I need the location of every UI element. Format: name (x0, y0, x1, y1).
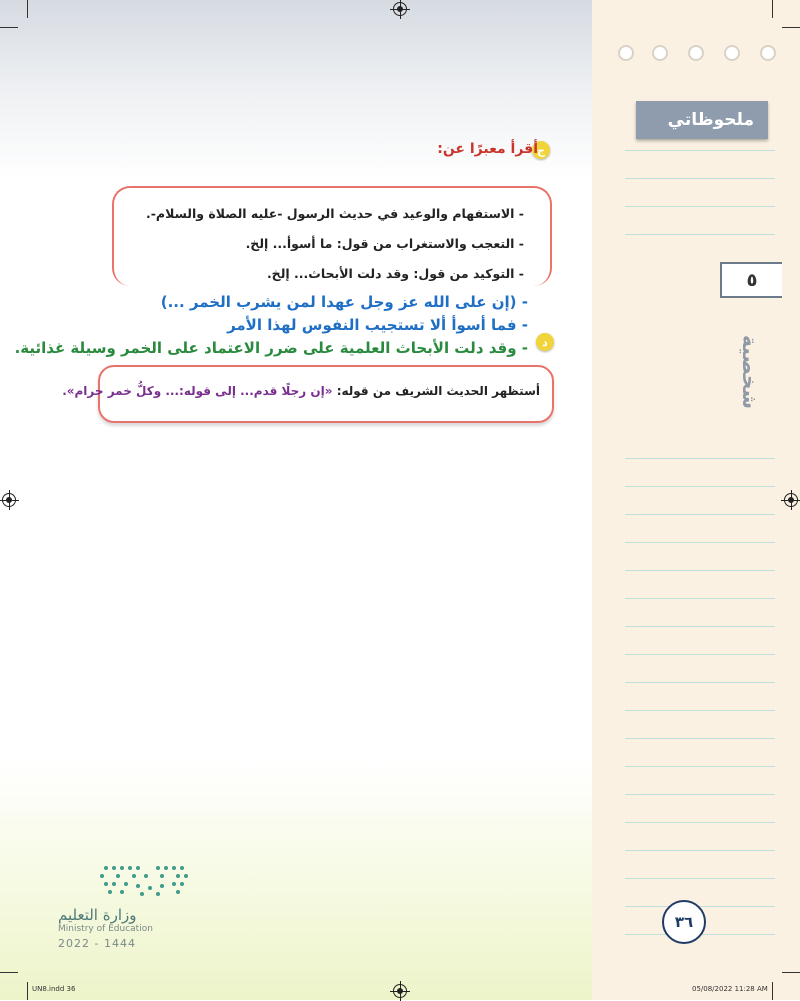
ruled-line (625, 850, 775, 851)
ruled-line (625, 822, 775, 823)
crop-mark (0, 27, 18, 28)
section-d-box (62, 365, 554, 423)
registration-mark-icon (393, 984, 407, 998)
ruled-line (625, 542, 775, 543)
list-item: - التوكيد من قول: وقد دلت الأبحاث... إلخ. (266, 266, 524, 281)
ruled-line (625, 486, 775, 487)
ruled-line (625, 710, 775, 711)
crop-mark (782, 972, 800, 973)
registration-mark-icon (784, 493, 798, 507)
section-c-badge: ج (532, 141, 550, 159)
binder-hole (618, 45, 634, 61)
list-item: - الاستفهام والوعيد في حديث الرسول -عليه الصلاة والسلام-. (146, 206, 524, 221)
file-name: UN8.indd 36 (32, 985, 76, 993)
ruled-line (625, 514, 775, 515)
answer-line: - فما أسوأ ألا تستجيب النفوس لهذا الأمر (227, 316, 528, 334)
binder-hole (652, 45, 668, 61)
hadith-quote: «إن رجلًا قدم... إلى قوله:... وكلُّ خمر حرام». (62, 384, 333, 398)
crop-mark (782, 27, 800, 28)
section-d-instruction: أستظهر الحديث الشريف من قوله: (336, 384, 540, 398)
binder-hole (760, 45, 776, 61)
ruled-line (625, 654, 775, 655)
ministry-name-arabic: وزارة التعليم (58, 906, 137, 924)
ruled-line (625, 206, 775, 207)
section-d-text (62, 384, 540, 398)
ruled-line (625, 738, 775, 739)
lesson-number: ٥ (720, 262, 782, 298)
section-d-badge: د (536, 333, 554, 351)
ruled-line (625, 234, 775, 235)
ruled-line (625, 570, 775, 571)
crop-mark (772, 0, 773, 18)
lesson-title: شخصية (738, 335, 762, 410)
ruled-line (625, 150, 775, 151)
ruled-line (625, 682, 775, 683)
crop-mark (27, 982, 28, 1000)
ministry-name-english: Ministry of Education (58, 924, 153, 934)
section-c-box (112, 186, 552, 286)
ruled-line (625, 626, 775, 627)
answer-line: - وقد دلت الأبحاث العلمية على ضرر الاعتماد على الخمر وسيلة غذائية. (14, 339, 528, 357)
ruled-line (625, 878, 775, 879)
ruled-line (625, 458, 775, 459)
crop-mark (772, 982, 773, 1000)
notes-header: ملحوظاتي (636, 101, 768, 139)
answer-line: - (إن على الله عز وجل عهدا لمن يشرب الخمر ...) (160, 293, 528, 311)
ruled-line (625, 794, 775, 795)
ministry-year: 2022 - 1444 (58, 937, 136, 950)
section-c-instruction: أقرأ معبرًا عن: (437, 141, 538, 157)
ruled-line (625, 766, 775, 767)
ruled-line (625, 178, 775, 179)
registration-mark-icon (2, 493, 16, 507)
registration-mark-icon (393, 2, 407, 16)
binder-hole (724, 45, 740, 61)
crop-mark (27, 0, 28, 18)
binder-hole (688, 45, 704, 61)
print-timestamp: 05/08/2022 11:28 AM (692, 985, 768, 993)
crop-mark (0, 972, 18, 973)
list-item: - التعجب والاستغراب من قول: ما أسوأ... إلخ. (245, 236, 524, 251)
page-number: ٣٦ (662, 900, 706, 944)
ruled-line (625, 598, 775, 599)
